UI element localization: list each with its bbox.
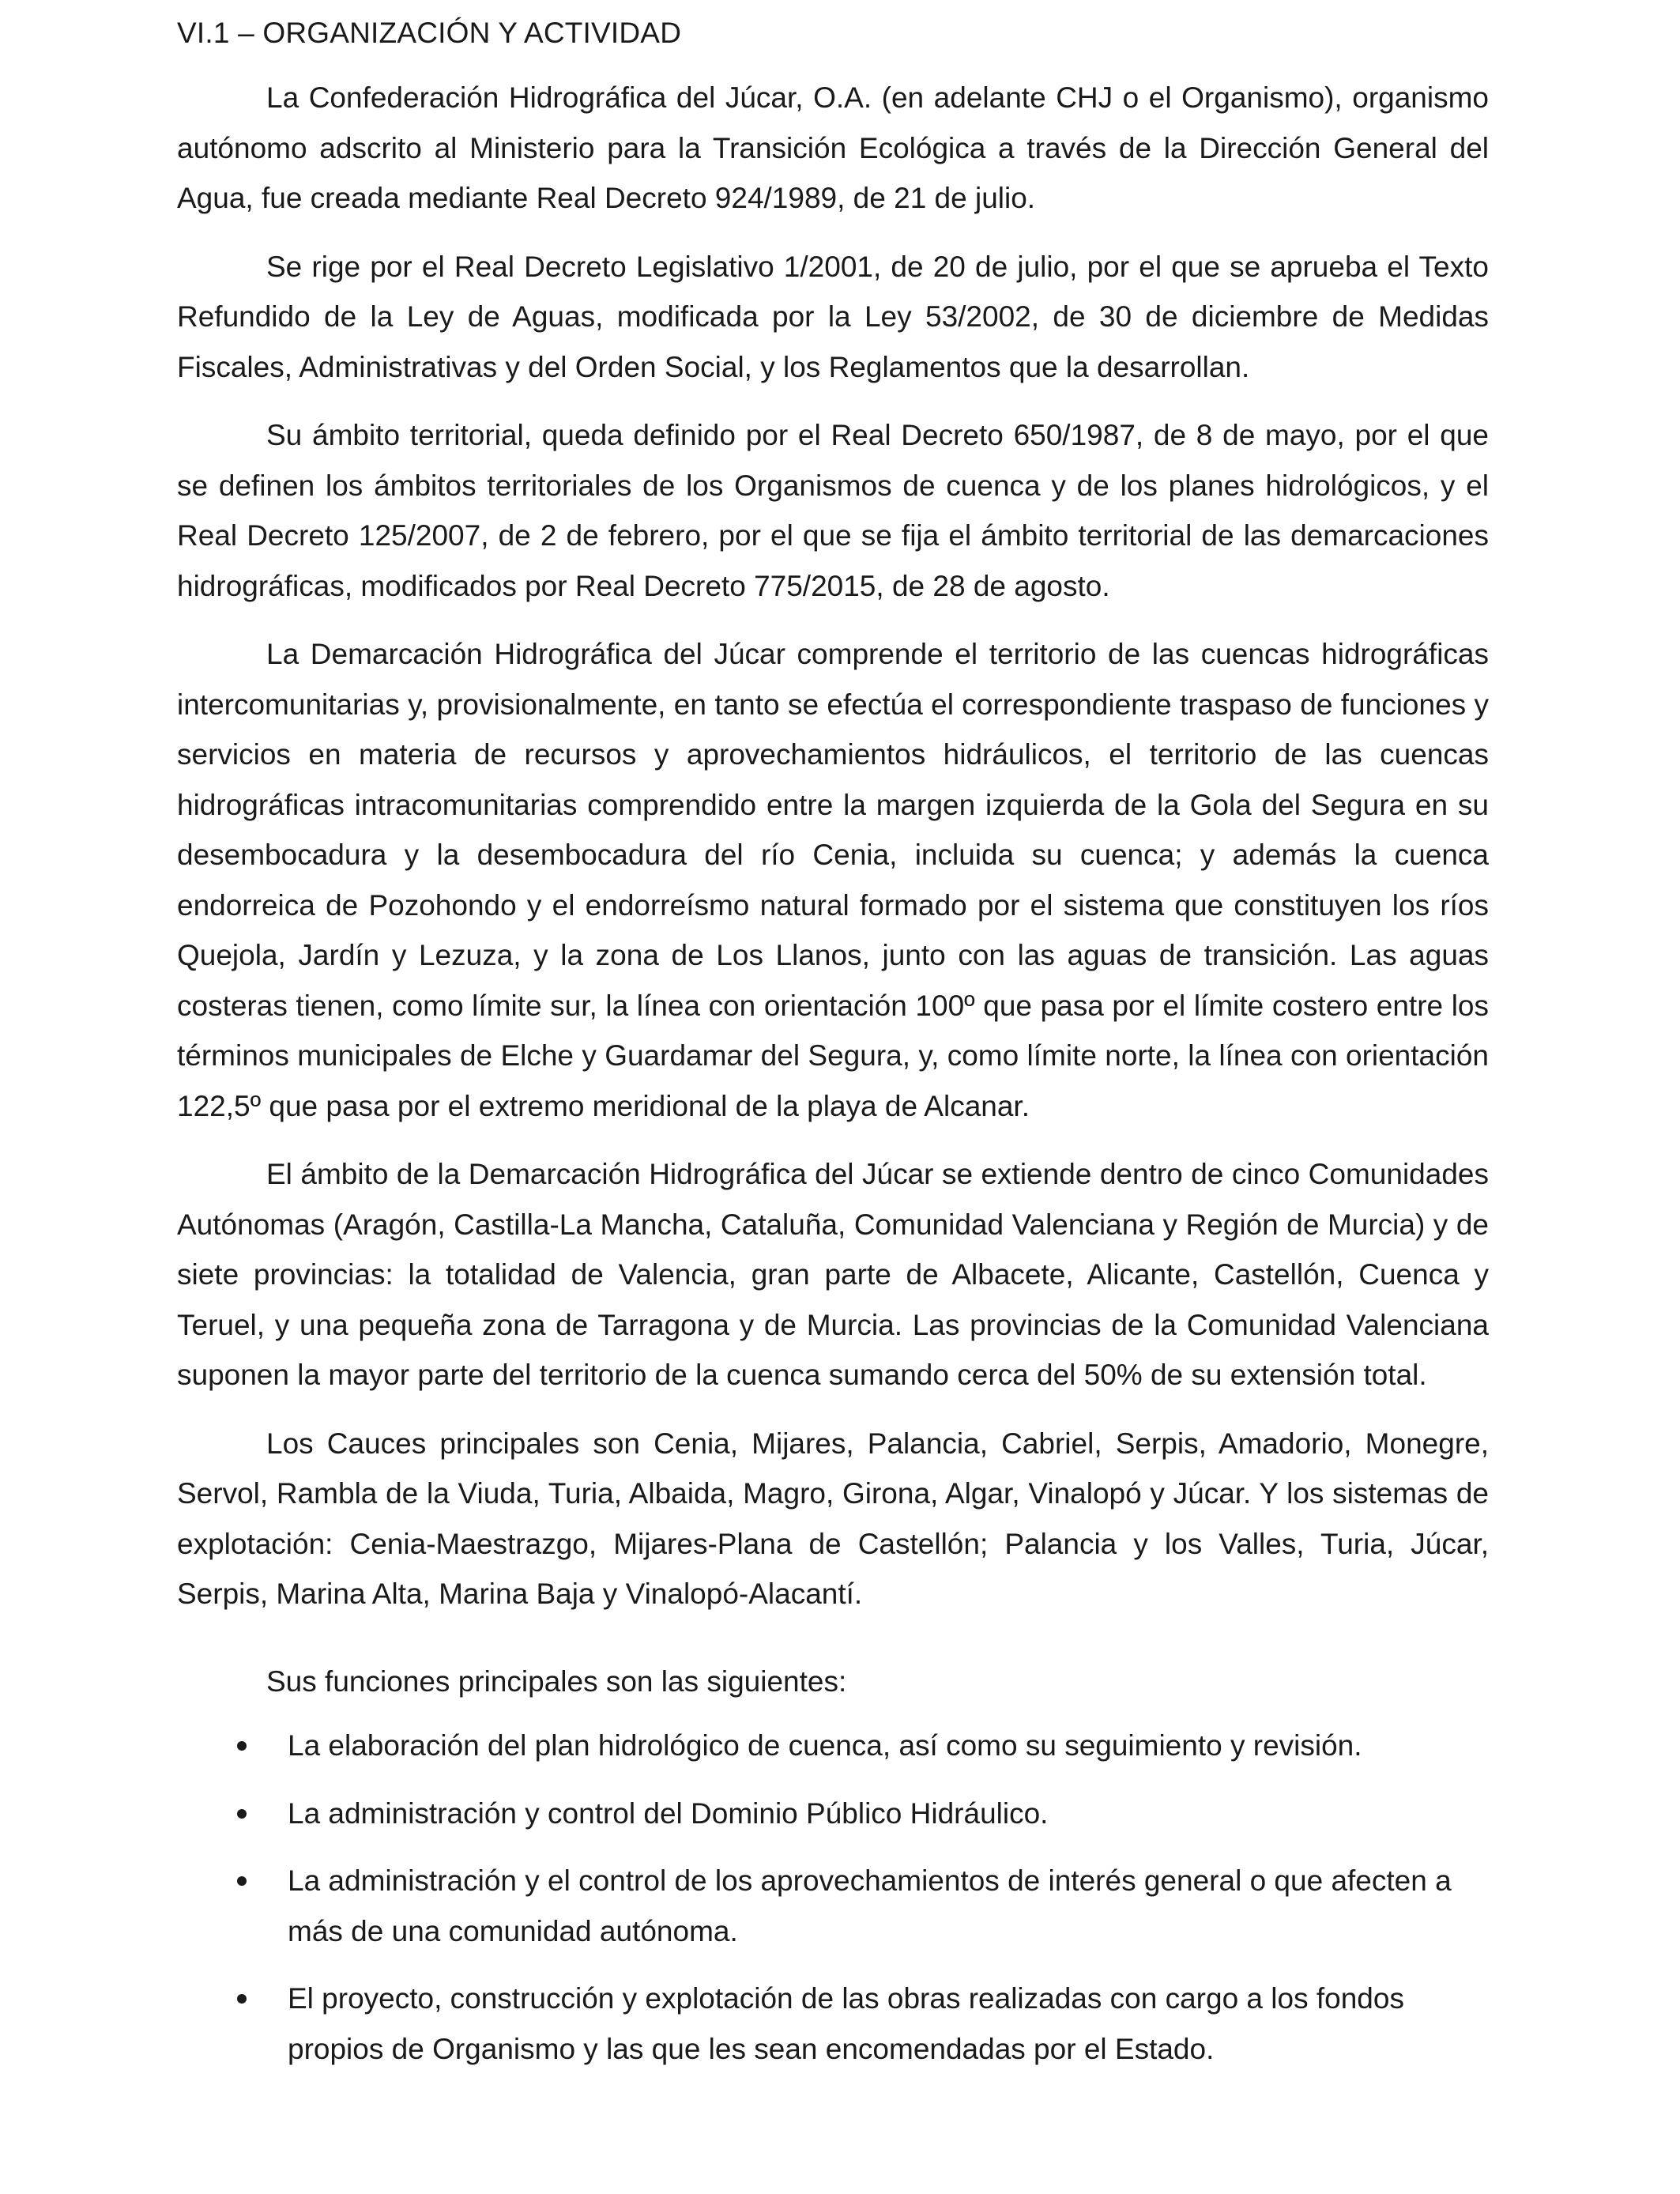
list-item-text: La administración y control del Dominio Público Hidráulico. (288, 1796, 1049, 1830)
functions-list (177, 1721, 1489, 2074)
list-item-text: El proyecto, construcción y explotación de las obras realizadas con cargo a los fondos propios de Organismo y las que les sean encomendadas por el Estado. (288, 1982, 1404, 2065)
paragraph-legal-framework: Se rige por el Real Decreto Legislativo 1/2001, de 20 de julio, por el que se aprueba el Texto Refundido de la Ley de Aguas, modificada por la Ley 53/2002, de 30 de diciembre de Medidas Fiscales, Administrativas y del Orden Social, y los Reglamentos que la desarrollan. (177, 250, 1489, 383)
document-page (177, 16, 1489, 2091)
list-item (177, 1789, 1489, 1839)
paragraph-organization: La Confederación Hidrográfica del Júcar, O.A. (en adelante CHJ o el Organismo), organismo autónomo adscrito al Ministerio para la Transición Ecológica a través de la Dirección General del Agua, fue creada mediante Real Decreto 924/1989, de 21 de julio. (177, 81, 1489, 214)
list-item (177, 1721, 1489, 1771)
paragraph-autonomous-communities: El ámbito de la Demarcación Hidrográfica del Júcar se extiende dentro de cinco Comunidades Autónomas (Aragón, Castilla-La Mancha, Cataluña, Comunidad Valenciana y Región de Murcia) y de siete provincias: la totalidad de Valencia, gran parte de Albacete, Alicante, Castellón, Cuenca y Teruel, y una pequeña zona de Tarragona y de Murcia. Las provincias de la Comunidad Valenciana suponen la mayor parte del territorio de la cuenca sumando cerca del 50% de su extensión total. (177, 1158, 1489, 1391)
list-item (177, 1973, 1489, 2074)
section-heading: VI.1 – ORGANIZACIÓN Y ACTIVIDAD (177, 17, 682, 49)
list-item (177, 1856, 1489, 1956)
bullet-icon (237, 1994, 247, 2004)
bullet-icon (237, 1741, 247, 1751)
list-item-text: La elaboración del plan hidrológico de cuenca, así como su seguimiento y revisión. (288, 1729, 1362, 1762)
paragraph-demarcation: La Demarcación Hidrográfica del Júcar comprende el territorio de las cuencas hidrográficas intercomunitarias y, provisionalmente, en tanto se efectúa el correspondiente traspaso de funciones y servicios en materia de recursos y aprovechamientos hidráulicos, el territorio de las cuencas hidrográficas intracomunitarias comprendido entre la margen izquierda de la Gola del Segura en su desembocadura y la desembocadura del río Cenia, incluida su cuenca; y además la cuenca endorreica de Pozohondo y el endorreísmo natural formado por el sistema que constituyen los ríos Quejola, Jardín y Lezuza, y la zona de Los Llanos, junto con las aguas de transición. Las aguas costeras tienen, como límite sur, la línea con orientación 100º que pasa por el límite costero entre los términos municipales de Elche y Guardamar del Segura, y, como límite norte, la línea con orientación 122,5º que pasa por el extremo meridional de la playa de Alcanar. (177, 638, 1489, 1122)
bullet-icon (237, 1809, 247, 1819)
paragraph-territorial-scope: Su ámbito territorial, queda definido por el Real Decreto 650/1987, de 8 de mayo, por el que se definen los ámbitos territoriales de los Organismos de cuenca y de los planes hidrológicos, y el Real Decreto 125/2007, de 2 de febrero, por el que se fija el ámbito territorial de las demarcaciones hidrográficas, modificados por Real Decreto 775/2015, de 28 de agosto. (177, 419, 1489, 602)
bullet-icon (237, 1876, 247, 1886)
list-item-text: La administración y el control de los aprovechamientos de interés general o que afecten a más de una comunidad autónoma. (288, 1864, 1452, 1947)
functions-intro: Sus funciones principales son las siguientes: (266, 1664, 847, 1698)
paragraph-main-rivers: Los Cauces principales son Cenia, Mijares, Palancia, Cabriel, Serpis, Amadorio, Monegre, Servol, Rambla de la Viuda, Turia, Albaida, Magro, Girona, Algar, Vinalopó y Júcar. Y los sistemas de explotación: Cenia-Maestrazgo, Mijares-Plana de Castellón; Palancia y los Valles, Turia, Júcar, Serpis, Marina Alta, Marina Baja y Vinalopó-Alacantí. (177, 1427, 1489, 1610)
